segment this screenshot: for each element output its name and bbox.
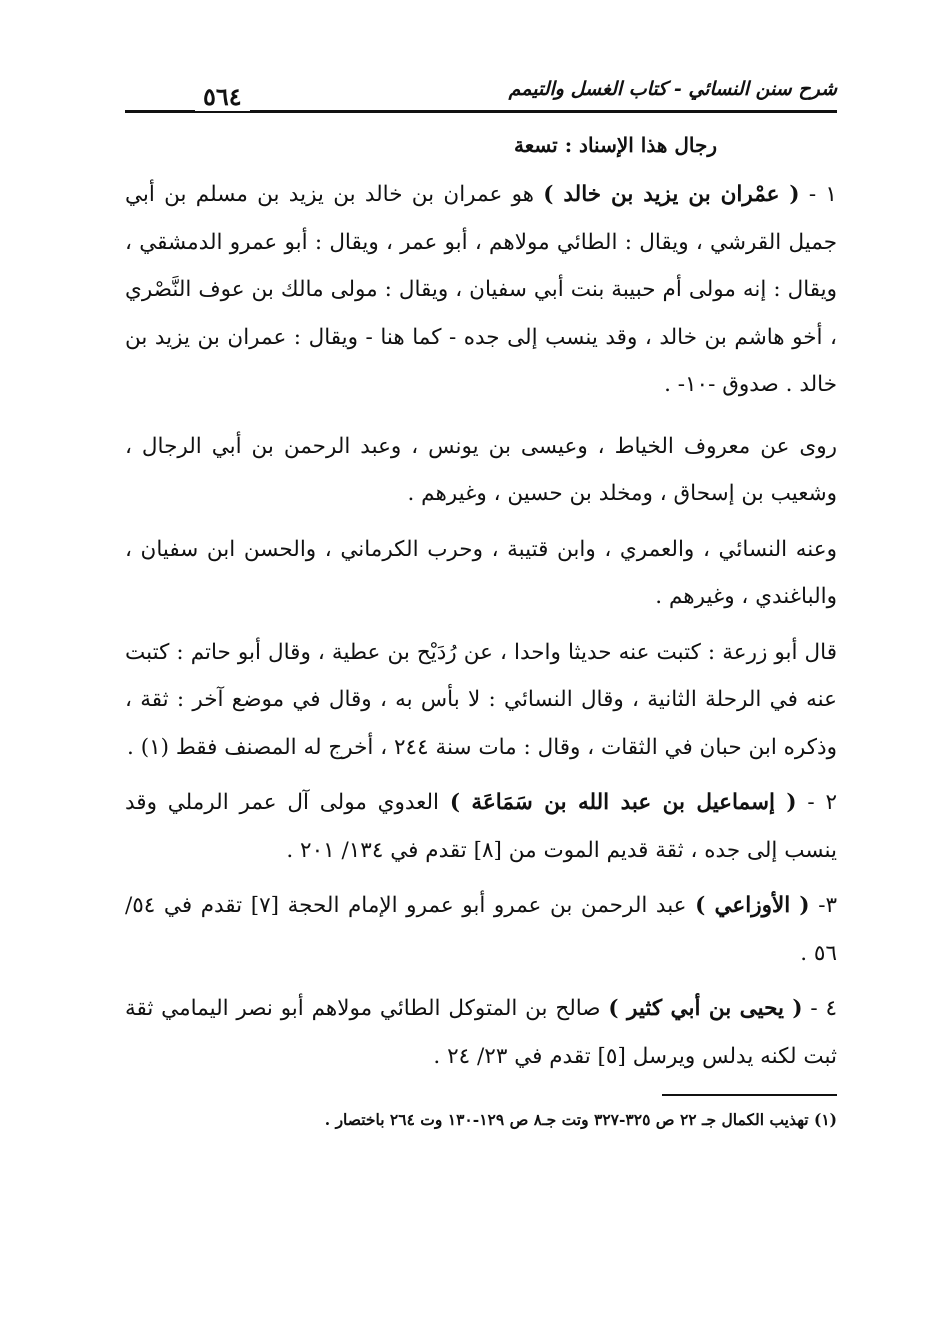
entry-text: عبد الرحمن بن عمرو أبو عمرو الإمام الحجة [٧] تقدم في ٥٤/ ٥٦ . <box>125 893 837 966</box>
narrated-from-paragraph <box>125 423 837 518</box>
narrator-name: ( إسماعيل بن عبد الله بن سَمَاعَة ) <box>449 790 797 815</box>
entry-number: ٣- <box>818 893 838 918</box>
narrated-by-paragraph <box>125 526 837 621</box>
narrator-entry-1 <box>125 171 837 409</box>
entry-text: قال أبو زرعة : كتبت عنه حديثا واحدا ، عن رُدَيْح بن عطية ، وقال أبو حاتم : كتبت عنه في الرحلة الثانية ، وقال النسائي : لا بأس به ، وقال في موضع آخر : ثقة ، وذكره ابن حبان في الثقات ، وقال : مات سنة ٢٤٤ ، أخرج له المصنف فقط (١) . <box>125 639 837 760</box>
entry-text: روى عن معروف الخياط ، وعيسى بن يونس ، وعبد الرحمن بن أبي الرجال ، وشعيب بن إسحاق ، ومخلد بن حسين ، وغيرهم . <box>125 433 837 506</box>
entry-text: العدوي مولى آل عمر الرملي وقد ينسب إلى جده ، ثقة قديم الموت من [٨] تقدم في ١٣٤/ ٢٠١ . <box>125 790 837 863</box>
footnote: (١) تهذيب الكمال جـ ٢٢ ص ٣٢٥-٣٢٧ وتت جـ٨ ص ١٢٩-١٣٠ وت ٢٦٤ باختصار . <box>324 1110 837 1129</box>
entry-number: ١ - <box>808 182 837 207</box>
entry-text: صالح بن المتوكل الطائي مولاهم أبو نصر اليمامي ثقة ثبت لكنه يدلس ويرسل [٥] تقدم في ٢٣/ ٢٤ . <box>125 996 837 1069</box>
entry-number: ٤ - <box>810 996 838 1021</box>
entry-text: هو عمران بن خالد بن يزيد بن مسلم بن أبي جميل القرشي ، ويقال : الطائي مولاهم ، أبو عمر ، ويقال : أبو عمرو الدمشقي ، ويقال : إنه مولى أم حبيبة بنت أبي سفيان ، ويقال : مولى مالك بن عوف النَّصْري ، أخو هاشم بن خالد ، وقد ينسب إلى جده - كما هنا - ويقال : عمران بن يزيد بن خالد . صدوق -١٠- . <box>125 182 837 397</box>
narrator-name: ( عمْران بن يزيد بن خالد ) <box>543 182 800 207</box>
header-title: شرح سنن النسائي - كتاب الغسل والتيمم <box>508 78 837 100</box>
section-title: رجال هذا الإسناد : تسعة <box>513 133 717 157</box>
narrator-name: ( الأوزاعي ) <box>695 893 810 918</box>
entry-text: وعنه النسائي ، والعمري ، وابن قتيبة ، وحرب الكرماني ، والحسن ابن سفيان ، والباغندي ، وغيرهم . <box>125 536 837 609</box>
narrator-entry-2 <box>125 779 837 874</box>
page-number: ٥٦٤ <box>195 82 250 111</box>
entry-number: ٢ - <box>807 790 838 815</box>
running-header <box>125 70 837 113</box>
narrator-entry-3 <box>125 882 837 977</box>
narrator-entry-4 <box>125 985 837 1080</box>
page <box>125 70 837 1129</box>
scholar-opinions-paragraph <box>125 629 837 772</box>
narrator-name: ( يحيى بن أبي كثير ) <box>608 996 803 1021</box>
footnote-divider <box>662 1094 837 1096</box>
